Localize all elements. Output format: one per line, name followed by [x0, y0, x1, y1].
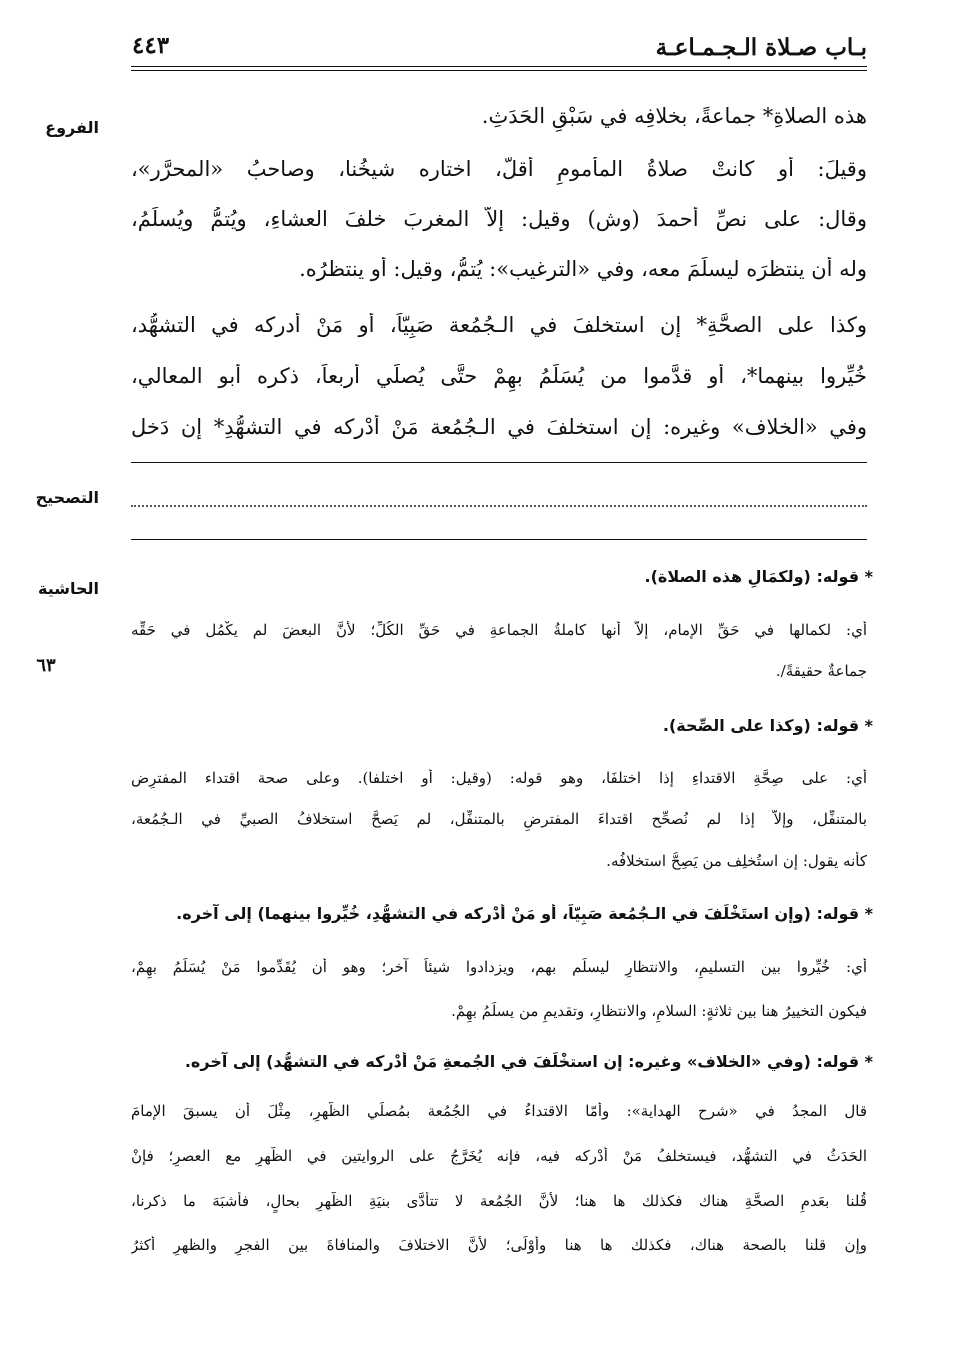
tashih-dotted-line — [131, 505, 867, 507]
note-heading: * قوله: (وكذا على الصِّحة). — [662, 716, 873, 735]
note-line: كأنه يقول: إن استُخلِف من يَصِحُّ استخلافُه. — [606, 852, 867, 870]
note-line: بالمتنفِّل، وإلاّ إذا لم نُصحِّح اقتداءَ المفترضِ بالمتنفِّل، لم يَصحَّ استخلافُ الصبيِّ في الـجُمُعة، — [131, 810, 867, 828]
note-line: وإن قلنا بالصحة هناك، فكذلك ها هنا وأوْلَى؛ لأنَّ الاختلافَ والمنافاةَ بين الفجرِ والظهرِ أكثرُ — [131, 1236, 867, 1254]
note-line: قال المجدُ في «شرح الهداية»: وأمّا الاقتداءُ في الجُمُعة بمُصلِّي الظُّهرِ، مِثْلَ أن يسبقَ الإمامَ — [131, 1102, 867, 1120]
main-text-line: وقيلَ: أو كانتْ صلاةُ المأمومِ أقلَّ، اختاره شيخُنا، وصاحبُ «المحرَّر»، — [131, 157, 867, 181]
header-rule-secondary — [131, 70, 867, 71]
hashiya-label: الحاشية — [38, 579, 99, 598]
note-line: أي: خُيِّروا بين التسليمِ، والانتظارِ ليسلِّم بهم، ويزدادوا شيئاً آخر؛ وهو أن يُقَدِّموا مَنْ يُسَلِّمُ بهِمْ، — [131, 958, 867, 976]
page-number: ٤٤٣ — [132, 32, 170, 59]
main-text-line: وله أن ينتظرَه ليسلِّمَ معه، وفي «الترغيب»: يُتمُّ، وقيل: أو ينتظرُه. — [299, 257, 867, 281]
note-line: فيكون التخييرُ هنا بين ثلاثةٍ: السلامِ، والانتظارِ، وتقديمِ من يسلِّمُ بهِمْ. — [451, 1002, 867, 1020]
main-text-line: وكذا على الصحَّةِ* إن استخلفَ في الـجُمُعة صَبِيّاً، أو مَنْ أدركه في التشهُّد، — [131, 313, 867, 337]
note-line: جماعةٌ حقيقةً/. — [775, 662, 867, 680]
note-heading: * قوله: (وفي «الخلاف» وغيره: إن استخْلَفَ في الجُمعةِ مَنْ أدْركه في التشهُّد) إلى آخره. — [184, 1052, 873, 1071]
main-text-line: خُيِّروا بينهما*، أو قدَّموا من يُسَلِّمُ بهِمْ حتَّى يُصلِّي أربعاً، ذكره أبو المعالي، — [131, 364, 867, 388]
chapter-title: بـاب صـلاة الـجـمـاعـة — [655, 34, 867, 61]
main-text-line: وفي «الخلاف» وغيره: إن استخلفَ في الـجُمُعة مَنْ أدْركه في التشهُّدِ* إن دَخل — [131, 415, 867, 439]
main-text-line: وقال: على نصِّ أحمدَ (وش) وقيل: إلاّ المغربَ خلفَ العشاءِ، ويُتمُّ ويُسلِّمُ، — [131, 207, 867, 231]
note-line: أي: لكمالها في حَقِّ الإمام، إلاّ أنها كاملةُ الجماعةِ في حَقِّ الكُلِّ؛ لأنَّ البعضَ لم يكْمُل في حَقِّه — [131, 621, 867, 639]
note-line: قُلنا بعَدمِ الصحَّةِ هناك فكذلك ها هنا؛ لأنَّ الجُمُعة لا تتأدَّى بنيَةِ الظُّهرِ بحالٍ، فأشبَهَ ما ذكرنا، — [131, 1192, 867, 1210]
note-heading: * قوله: (ولكمَالِ هذه الصلاة). — [644, 567, 873, 586]
main-text-line: هذه الصلاةِ* جماعةً، بخلافِه في سَبْقِ الحَدَثِ. — [481, 104, 867, 128]
main-text-rule — [131, 462, 867, 463]
note-line: أي: على صِحَّةِ الاقتداءِ إذا اختلفَا، وهو قوله: (وقيل: أو اختلفا). وعلى صحة اقتداء المفترِض — [131, 769, 867, 787]
note-heading: * قوله: (وإن استَخْلَفَ في الـجُمُعة صَبِيّاً، أو مَنْ أدْركه في التشهُّدِ، خُيِّروا بينهما) إلى آخره. — [176, 904, 873, 923]
side-page-number: ٦٣ — [36, 655, 56, 676]
note-line: الحَدَثُ في التشهُّد، فيستخلفُ مَنْ أدْركه فيه، فإنه يُخَرَّجُ على الروايتين في الظُّهرِ مع العصرِ؛ فإنْ — [131, 1147, 867, 1165]
furu-label: الفروع — [45, 118, 99, 137]
header-rule — [131, 66, 867, 67]
tashih-rule — [131, 539, 867, 540]
tashih-label: التصحيح — [35, 488, 99, 507]
